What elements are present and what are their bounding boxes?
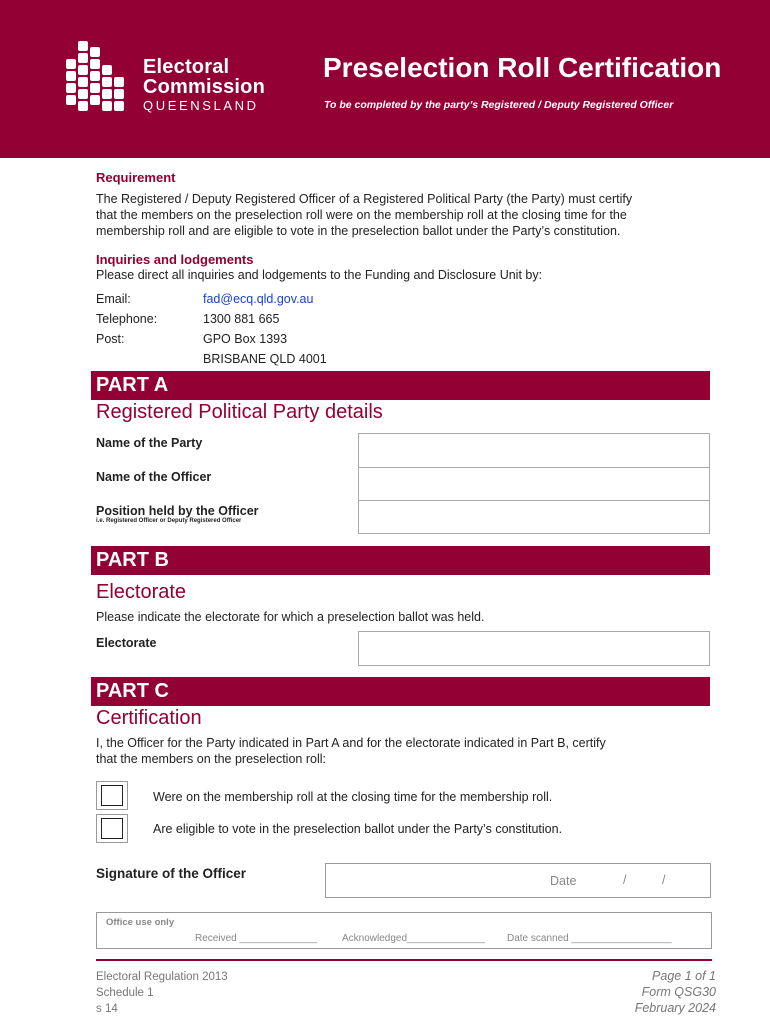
officer-name-input[interactable] <box>358 467 710 501</box>
party-name-label: Name of the Party <box>96 436 203 450</box>
signature-date-field[interactable] <box>325 863 711 898</box>
part-b-bar: PART B <box>91 546 710 575</box>
membership-roll-checkbox[interactable] <box>96 781 128 810</box>
footer-page-number: Page 1 of 1 <box>652 969 716 983</box>
logo-line-2: Commission <box>143 76 266 98</box>
form-subtitle: To be completed by the party’s Registered / Deputy Registered Officer <box>324 99 674 111</box>
date-scanned-field: Date scanned __________________ <box>507 933 672 944</box>
position-label: Position held by the Officer <box>96 504 259 518</box>
contact-values <box>203 289 327 369</box>
phone-label: Telephone: <box>96 312 158 326</box>
electorate-label: Electorate <box>96 636 157 650</box>
received-field: Received ______________ <box>195 933 318 944</box>
position-note: i.e. Registered Officer or Deputy Registered Officer <box>96 518 242 524</box>
office-use-box <box>96 912 712 949</box>
signature-label: Signature of the Officer <box>96 866 247 881</box>
acknowledged-field: Acknowledged______________ <box>342 933 485 944</box>
eligible-to-vote-label: Are eligible to vote in the preselection ballot under the Party’s constitution. <box>153 822 563 836</box>
ecq-logo-text <box>143 57 265 115</box>
form-title: Preselection Roll Certification <box>323 52 722 83</box>
footer-section: s 14 <box>96 1003 118 1015</box>
post-label: Post: <box>96 332 125 346</box>
checkbox-square <box>101 818 123 839</box>
membership-roll-label: Were on the membership roll at the closing time for the membership roll. <box>153 790 553 804</box>
part-a-bar: PART A <box>91 371 710 400</box>
part-b-title: Electorate <box>96 581 187 603</box>
inquiries-text: Please direct all inquiries and lodgements to the Funding and Disclosure Unit by: <box>96 268 543 282</box>
requirement-text <box>96 191 632 239</box>
page-header <box>0 0 770 158</box>
footer-date: February 2024 <box>634 1001 716 1015</box>
footer-divider <box>96 959 712 961</box>
phone-value: 1300 881 665 <box>203 312 280 326</box>
logo-line-3: QUEENSLAND <box>143 98 259 113</box>
email-label: Email: <box>96 292 131 306</box>
party-name-input[interactable] <box>358 433 710 468</box>
checkbox-square <box>101 785 123 806</box>
logo-line-1: Electoral <box>143 56 230 78</box>
requirement-line-1: The Registered / Deputy Registered Officer of a Registered Political Party (the Party) must certify <box>96 192 633 206</box>
email-link[interactable]: fad@ecq.qld.gov.au <box>203 292 314 306</box>
position-input[interactable] <box>358 500 710 534</box>
officer-name-label: Name of the Officer <box>96 470 212 484</box>
requirement-line-3: membership roll and are eligible to vote in the preselection ballot under the Party’s constitution. <box>96 224 621 238</box>
footer-form-number: Form QSG30 <box>641 985 716 999</box>
date-separator-2: / <box>662 873 666 887</box>
footer-regulation: Electoral Regulation 2013 <box>96 971 228 983</box>
date-separator-1: / <box>623 873 627 887</box>
part-b-text: Please indicate the electorate for which a preselection ballot was held. <box>96 610 485 624</box>
office-use-title: Office use only <box>106 917 175 928</box>
eligible-to-vote-checkbox[interactable] <box>96 814 128 843</box>
date-label: Date <box>550 874 577 888</box>
contact-labels <box>96 289 157 349</box>
footer-schedule: Schedule 1 <box>96 987 154 999</box>
requirement-heading: Requirement <box>96 170 176 185</box>
part-c-line-2: that the members on the preselection roll: <box>96 752 326 766</box>
footer-right <box>635 968 716 1016</box>
inquiries-heading: Inquiries and lodgements <box>96 252 254 267</box>
part-a-title: Registered Political Party details <box>96 401 383 423</box>
post-line-1: GPO Box 1393 <box>203 332 288 346</box>
part-c-line-1: I, the Officer for the Party indicated in Part A and for the electorate indicated in Part B, certify <box>96 736 606 750</box>
post-line-2: BRISBANE QLD 4001 <box>203 352 327 366</box>
part-c-title: Certification <box>96 707 202 729</box>
footer-left <box>96 969 228 1017</box>
part-c-text <box>96 735 606 767</box>
part-c-bar: PART C <box>91 677 710 706</box>
requirement-line-2: that the members on the preselection roll were on the membership roll at the closing time for the <box>96 208 627 222</box>
ecq-logo-icon <box>63 41 129 113</box>
electorate-input[interactable] <box>358 631 710 666</box>
